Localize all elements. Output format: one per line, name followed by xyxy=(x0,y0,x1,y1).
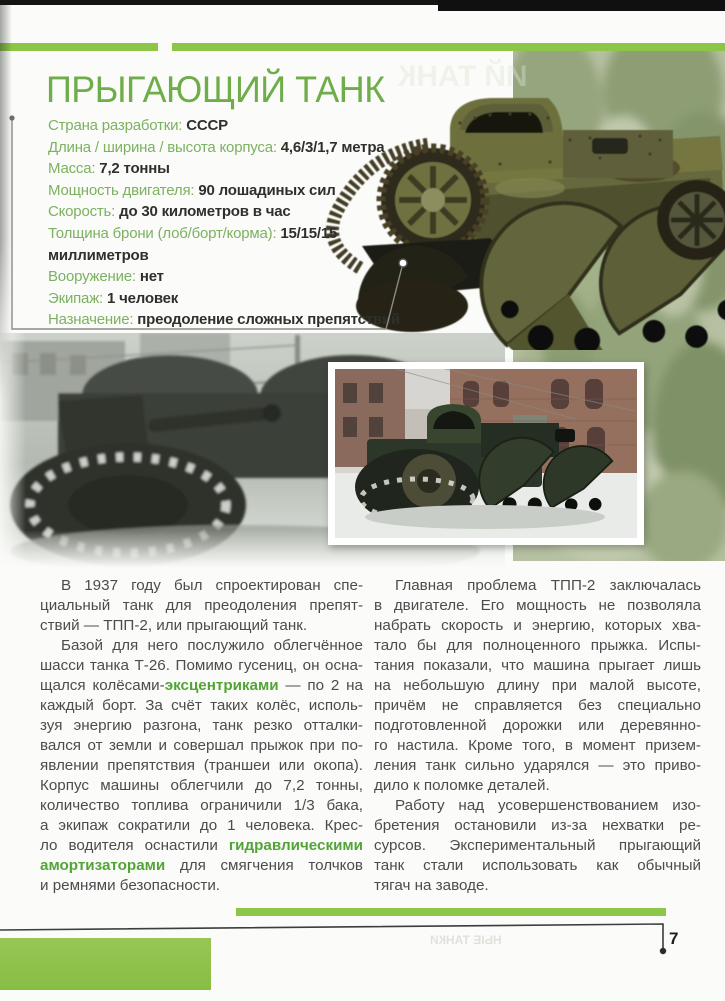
text-line: Базой для него послужило облегчённое xyxy=(61,637,363,654)
spec-item: Назначение: преодоление сложных препятствий xyxy=(48,311,400,329)
text-line: подготовленной дорожки или деревянно- xyxy=(374,717,701,734)
footer-green-block xyxy=(0,938,211,990)
text-line: бретения остановили из-за нехватки ре- xyxy=(374,817,701,834)
text-line: ления танк сильно ударялся — это приво- xyxy=(374,757,701,774)
show-through-text-top: ИЙ ТАНК xyxy=(398,60,528,93)
top-accent-bar-left xyxy=(0,43,158,51)
page-gutter-shadow xyxy=(0,0,12,400)
footer-accent-bar xyxy=(236,908,666,916)
text-line: сурсов. Экспериментальный прыгающий xyxy=(374,837,701,854)
spec-item: Мощность двигателя: 90 лошадиных сил xyxy=(48,181,336,199)
page-title: ПРЫГАЮЩИЙ ТАНК xyxy=(46,69,385,110)
scan-edge-top-right xyxy=(438,0,725,11)
text-line: каждый борт. За счёт таких колёс, исполь- xyxy=(40,697,363,714)
text-line: явлении препятствия (траншеи или окопа). xyxy=(40,757,363,774)
text-line: Корпус машины облегчили до 7,2 тонны, xyxy=(40,777,363,794)
spec-item: Масса: 7,2 тонны xyxy=(48,160,170,178)
spec-item: Скорость: до 30 километров в час xyxy=(48,203,291,221)
text-line: ствий — ТПП-2, или прыгающий танк. xyxy=(40,617,308,634)
text-line: причём не справляется без специально xyxy=(374,697,701,714)
page-number: 7 xyxy=(669,929,679,948)
spec-item: Длина / ширина / высота корпуса: 4,6/3/1,7 метра xyxy=(48,138,385,156)
show-through-text-bottom: НЫЕ ТАНКИ xyxy=(430,933,502,947)
text-line: В 1937 году был спроектирован спе- xyxy=(61,577,363,594)
text-line: в двигателе. Его мощность не позволяла xyxy=(374,597,701,614)
text-line: тягач на заводе. xyxy=(374,877,489,894)
text-line: Главная проблема ТПП-2 заключалась xyxy=(395,577,701,594)
text-line: зуя энергию разгона, танк резко отталки- xyxy=(40,717,363,734)
text-line: танк стали использовать как обычный xyxy=(374,857,701,874)
text-line: циальный танк для преодоления препят- xyxy=(40,597,363,614)
text-line: Работу над усовершенствованием изо- xyxy=(395,797,701,814)
text-line: тания показали, что машина прыгает лишь xyxy=(374,657,701,674)
text-line: дило к поломке деталей. xyxy=(374,777,550,794)
article-right-column xyxy=(374,576,701,896)
text-line: тало бы для полноценного прыжка. Испы- xyxy=(374,637,701,654)
spec-item: Экипаж: 1 человек xyxy=(48,289,179,307)
spec-item: Толщина брони (лоб/борт/корма): 15/15/15 миллиметров xyxy=(48,224,338,264)
text-line: количество топлива ограничили 1/3 бака, xyxy=(40,797,363,814)
text-line: шасси танка Т-26. Помимо гусениц, он осна- xyxy=(40,657,363,674)
inset-photo xyxy=(328,362,644,545)
spec-item: Страна разработки: СССР xyxy=(48,117,228,134)
text-line: и ремнями безопасности. xyxy=(40,877,221,894)
text-line: амортизаторами для смягчения толчков xyxy=(40,857,363,874)
text-line: на небольшую длину при малой высоте, xyxy=(374,677,701,694)
spec-list xyxy=(48,115,406,331)
top-accent-bar-right xyxy=(172,43,725,51)
text-line: а экипаж сократили до 1 человека. Крес- xyxy=(40,817,363,834)
spec-item: Вооружение: нет xyxy=(48,268,164,286)
text-line: вался от земли и совершал прыжок при по- xyxy=(40,737,363,754)
article-left-column xyxy=(40,576,363,896)
text-line: го настила. Кроме того, в момент призем- xyxy=(374,737,701,754)
text-line: набрать скорость и энергию, которых хва- xyxy=(374,617,701,634)
text-line: ло водителя оснастили гидравлическими xyxy=(40,837,363,854)
text-line: щался колёсами-эксцентриками — по 2 на xyxy=(40,677,363,694)
